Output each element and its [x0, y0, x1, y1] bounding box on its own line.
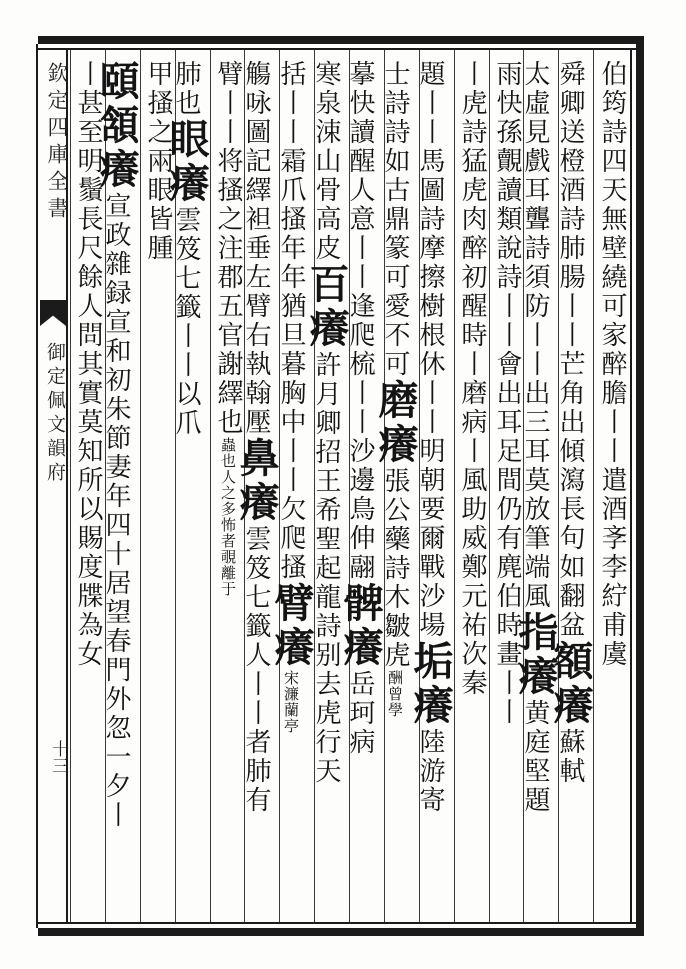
text-column	[73, 60, 101, 669]
text-column	[233, 60, 280, 815]
headword: 額	[547, 640, 594, 684]
text-segment: 黄庭堅題	[520, 699, 550, 815]
top-border-inner	[38, 48, 642, 50]
text-segment: 酬曾學	[386, 670, 404, 718]
text-column	[547, 60, 594, 786]
text-column	[512, 60, 559, 815]
text-segment: 次秦	[457, 640, 487, 698]
text-segment: 舜卿送橙酒詩肺腸丨丨芒角出傾瀉長句如翻盆	[555, 60, 585, 640]
right-border	[636, 36, 644, 936]
text-segment: 蟲也人之多怖者覗離于	[219, 437, 237, 597]
text-segment: 虎行天	[311, 699, 341, 786]
text-column	[213, 60, 241, 597]
text-segment: 丨虎詩猛虎肉醉初醒時丨磨病丨風助威鄭元祐	[457, 60, 487, 640]
headword: 癢	[337, 626, 384, 670]
text-segment: 雲笈七籤人丨丨者肺有	[241, 525, 271, 815]
text-segment: 臂丨丨将搔之注郡五官謝繹也	[213, 60, 243, 437]
column-rule	[70, 50, 71, 922]
margin-book-title: 欽定四庫全書	[45, 62, 69, 224]
headword: 癢	[163, 162, 210, 206]
headword: 頤	[93, 60, 140, 104]
bottom-border-inner	[38, 922, 642, 924]
text-column	[143, 60, 171, 263]
headword: 臂	[268, 582, 315, 626]
text-segment: 觴咏圖記繹袒垂左臂右執翰壓	[241, 60, 271, 437]
text-segment: 宣政雜録宣和初朱節妻年四十居望春門外忽一夕丨	[101, 192, 131, 830]
text-segment: 陸游寄	[415, 728, 445, 815]
text-segment: 伯筠詩四天無壁繞可家醉膽丨丨遣酒斈李紵甫虞	[597, 60, 627, 669]
text-column	[407, 60, 454, 815]
text-segment: 宋濂蘭亭	[282, 670, 300, 734]
headword: 癢	[547, 684, 594, 728]
headword: 癢	[233, 481, 280, 525]
text-segment: 肺也	[171, 60, 201, 118]
headword: 癢	[303, 307, 350, 351]
text-segment: 摹快讀醒人意丨丨逢爬梳	[345, 60, 375, 379]
headword: 百	[303, 263, 350, 307]
column-rule	[140, 50, 141, 922]
text-column	[303, 60, 350, 786]
folio-number: 十三	[48, 740, 68, 774]
column-rule	[489, 50, 490, 922]
text-segment: 丨丨沙邊鳥伸翮	[345, 379, 375, 582]
text-segment: 題丨丨馬圖詩摩擦樹根休丨丨明朝要爾戰沙場	[415, 60, 445, 640]
text-column	[372, 60, 419, 718]
headword: 鼻	[233, 437, 280, 481]
headword: 癢	[372, 423, 419, 467]
text-column	[93, 60, 140, 830]
headword: 髀	[337, 582, 384, 626]
text-segment: 括丨丨霜爪搔	[276, 60, 306, 234]
margin-work-title: 御定佩文韻府	[44, 342, 66, 486]
text-segment: 雨快孫覿讀類說詩丨丨會出耳足間仍有麂	[492, 60, 522, 582]
headword: 指	[512, 611, 559, 655]
headword: 頷	[93, 104, 140, 148]
text-column	[268, 60, 315, 734]
headword: 癢	[512, 655, 559, 699]
left-border	[36, 44, 38, 928]
text-segment: 寒泉涑山骨高皮	[311, 60, 341, 263]
text-column	[337, 60, 384, 757]
text-segment: 丨甚至明鬚長尺餘人問其實莫知所以賜度牒為女	[73, 60, 103, 669]
text-column	[597, 60, 625, 669]
headword: 垢	[407, 640, 454, 684]
text-segment: 年年猶旦暮胸中丨丨欠爬搔	[276, 234, 306, 582]
fish-tail-mark-icon	[40, 300, 66, 326]
headword: 癢	[268, 626, 315, 670]
text-segment: 雲笈七籤丨丨以爪	[171, 206, 201, 438]
text-column	[492, 60, 520, 727]
column-rule	[454, 50, 455, 922]
top-border	[38, 36, 642, 44]
text-segment: 伯時畫丨丨	[492, 582, 522, 727]
text-column	[163, 60, 210, 438]
headword: 癢	[407, 684, 454, 728]
text-segment: 太虛見戲耳聾詩須防丨丨出三耳莫放筆端風	[520, 60, 550, 611]
text-segment: 蘇軾	[555, 728, 585, 786]
column-rule	[593, 50, 594, 922]
text-segment: 岳珂病	[345, 670, 375, 757]
right-border-inner	[630, 48, 632, 924]
bottom-border	[38, 928, 642, 936]
headword: 眼	[163, 118, 210, 162]
text-segment: 士詩詩如古鼎篆可愛不可	[380, 60, 410, 379]
text-segment: 許月卿招王希聖起龍詩别去	[311, 351, 341, 699]
column-rule	[210, 50, 211, 922]
text-column	[457, 60, 485, 698]
text-segment: 張公藥詩木皺虎	[380, 467, 410, 670]
headword: 磨	[372, 379, 419, 423]
text-segment: 甲搔之兩眼皆腫	[143, 60, 173, 263]
headword: 癢	[93, 148, 140, 192]
